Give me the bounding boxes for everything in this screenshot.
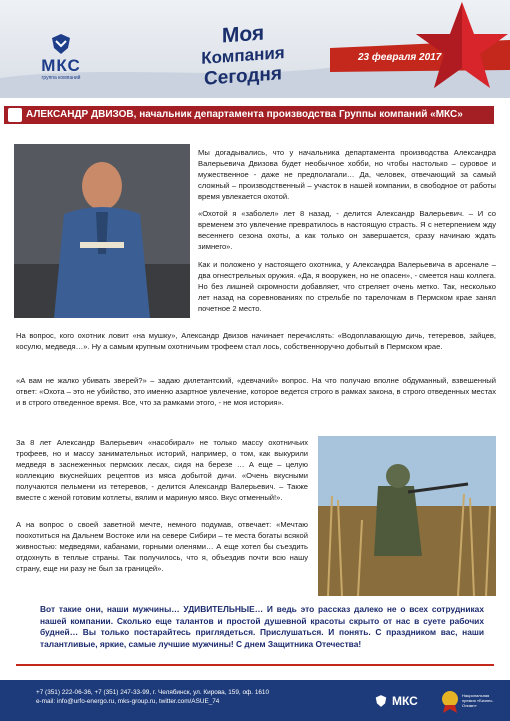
contacts-web: e-mail: info@urfo-energo.ru, mks-group.ru, twitter.com/ASUE_74 bbox=[36, 698, 220, 705]
award-badge bbox=[440, 688, 504, 714]
footer-logo-text: МКС bbox=[392, 694, 418, 708]
award-badge-text: Национальная премия «Бизнес-Олимп» bbox=[462, 693, 494, 708]
newsletter-title bbox=[178, 19, 308, 91]
author-name: АЛЕКСАНДР ДВИЗОВ bbox=[26, 109, 134, 120]
portrait-illustration bbox=[14, 144, 190, 318]
logo-text: МКС bbox=[41, 56, 81, 75]
footer bbox=[0, 680, 510, 721]
paragraph-3: Как и положено у настоящего охотника, у Александра Валерьевича в арсенале – два огнестрельных оружия. «Да, я вооружен, но не опасен», - смеется наш коллега. Но без лишней скромности добавляет, что стреляет очень метко. Так, несколько лет назад на соревнованиях по стрельбе по тарелочкам в Пермском крае занял почетное 2 место. bbox=[198, 260, 496, 313]
logo-subtitle: группа компаний bbox=[41, 75, 81, 81]
shield-icon bbox=[374, 694, 388, 708]
paragraph-2: «Охотой я «заболел» лет 8 назад, - делится Александр Валерьевич. – И со временем это увлечение превратилось в настоящую страсть. Я с нетерпением жду весеннего сезона охоты, а как только он завершается, сразу начинаю ждать зимнего». bbox=[198, 209, 496, 251]
title-line-3: Сегодня bbox=[204, 63, 282, 90]
contacts-phone-address: +7 (351) 222-06-36, +7 (351) 247-33-99, г. Челябинск, ул. Кирова, 159, оф. 1610 bbox=[36, 689, 270, 696]
footer-contacts bbox=[36, 688, 269, 706]
company-logo bbox=[16, 32, 106, 84]
title-line-1: Моя bbox=[221, 21, 265, 48]
shield-icon bbox=[49, 32, 73, 56]
author-position: , начальник департамента производства Группы компаний «МКС» bbox=[133, 109, 463, 120]
author-bar bbox=[4, 106, 494, 124]
paragraph-5: «А вам не жалко убивать зверей?» – задаю дилетантский, «девчачий» вопрос. На что получаю вполне обдуманный, взвешенный ответ: «Охота – это не убийство, это именно азартное увлечение, которое ведется строго в рамках закона, в строго отведенных местах и в строго отведенное время. Все, что за рамками этого, - не моя история». bbox=[16, 376, 496, 407]
portrait-photo bbox=[14, 144, 190, 318]
issue-date: 23 февраля 2017 bbox=[358, 52, 442, 63]
red-star-icon bbox=[400, 0, 510, 98]
footer-divider bbox=[16, 664, 494, 666]
paragraph-6: За 8 лет Александр Валерьевич «насобирал» не только массу охотничьих трофеев, но и массу занимательных историй, например, о том, как выкурили медведя в заснеженных пермских лесах, сидя на березе … А еще – целую коллекцию вкуснейших рецептов из мяса добытой дичи. «Очень вкусными получаются пельмени из тетеревов, - делится Александр Валерьевич. – Также вместе с женой готовим котлеты, вялим и мариную мясо. Вкус отменный!». bbox=[16, 438, 308, 502]
hunting-illustration bbox=[318, 436, 496, 596]
award-icon bbox=[440, 689, 460, 713]
footer-logo bbox=[374, 691, 430, 711]
paragraph-1: Мы догадывались, что у начальника департамента производства Александра Валерьевича Двизова будет необычное хобби, но чтобы настолько – суровое и мужественное - даже не предполагали… Да, человек, отвечающий за самый сложный – производственный – участок в нашей компании, в свободное от работы время увлекается охотой. bbox=[198, 148, 496, 201]
paragraph-7: А на вопрос о своей заветной мечте, немного подумав, отвечает: «Мечтаю поохотиться на Дальнем Востоке или на севере Сибири – те места богаты всякой живностью: медведями, кабанами, горными оленями… А еще хотел бы съездить отдохнуть в теплые страны. Так получилось, что я, объездив почти всю нашу страну, еще ни разу не был за границей». bbox=[16, 520, 308, 573]
paragraph-4: На вопрос, кого охотник ловит «на мушку», Александр Двизов начинает перечислять: «Водоплавающую дичь, тетеревов, зайцев, косулю, медведя…». Ну а самым крупным охотничьим трофеем стал лось, собственноручно добытый в Пермском крае. bbox=[16, 331, 496, 351]
title-line-2: Компания bbox=[201, 43, 285, 68]
closing-paragraph: Вот такие они, наши мужчины… УДИВИТЕЛЬНЫЕ… И ведь это рассказ далеко не о всех сотрудниках нашей компании. Сколько еще талантов и простой душевной красоты скрыто от нас в суете рабочих будней… Вы только постарайтесь приглядеться. Прислушаться. И понять. С праздником вас, наши талантливые, яркие, самые лучшие мужчины! С днем Защитника Отечества! bbox=[40, 604, 484, 649]
newsletter-header bbox=[0, 0, 510, 98]
bar-logo-icon bbox=[8, 108, 22, 122]
hunting-photo bbox=[318, 436, 496, 596]
